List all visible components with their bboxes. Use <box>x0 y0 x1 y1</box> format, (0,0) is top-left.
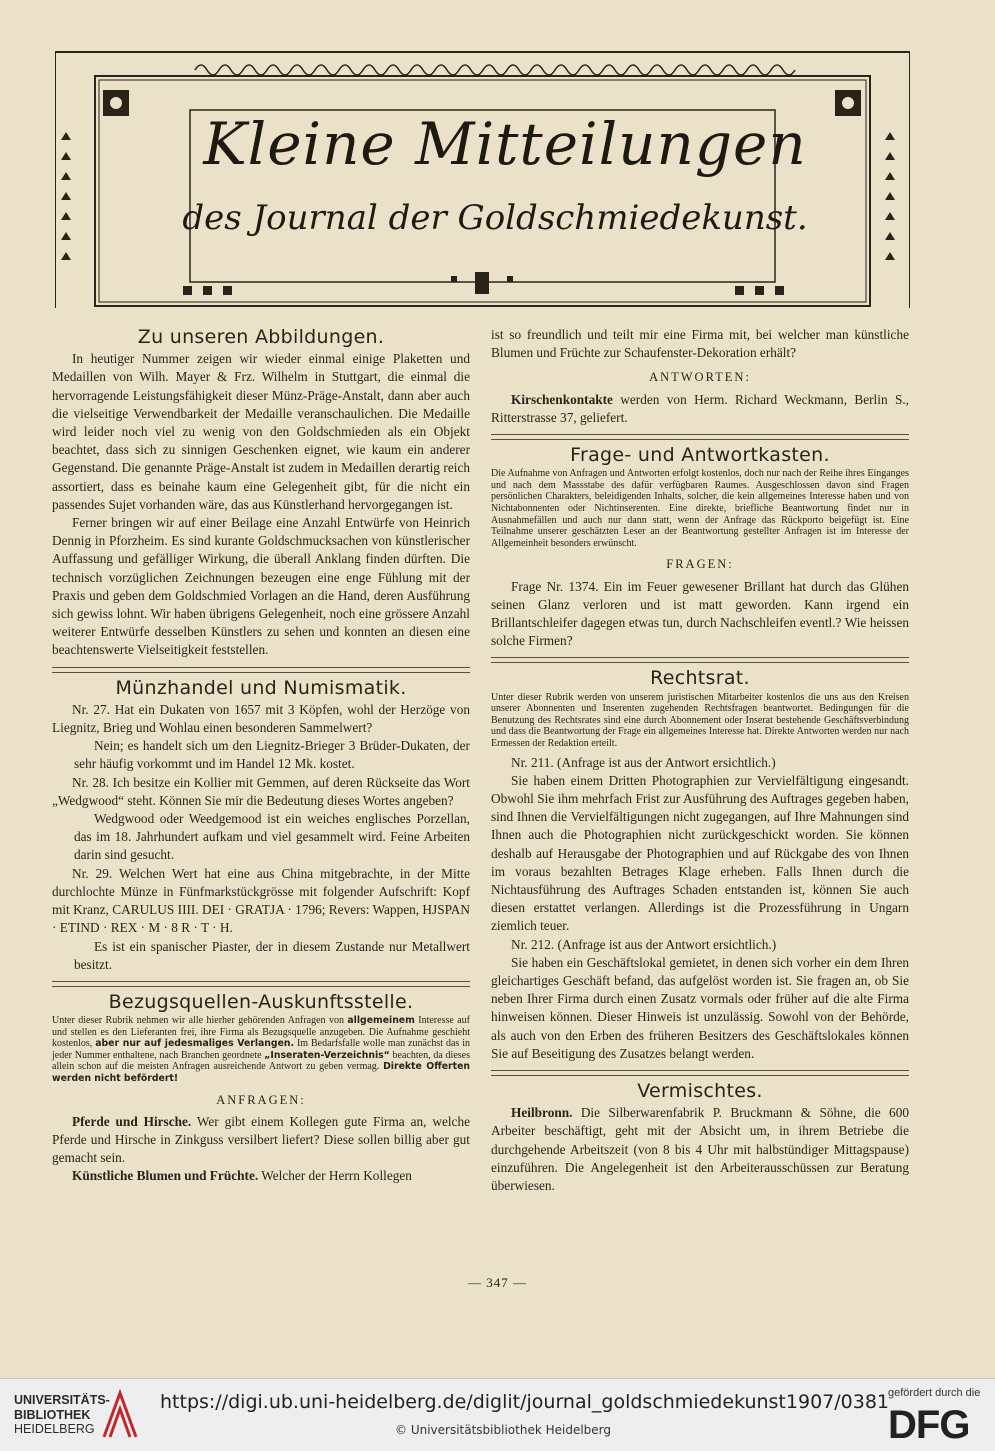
heading-vermischtes: Vermischtes. <box>637 1080 763 1103</box>
vermischtes-heilbronn: Heilbronn. Die Silberwarenfabrik P. Bruckmann & Söhne, die 600 Arbeiter beschäftigt, geht mit der Absicht um, in ihrem Betriebe die durchgehende Arbeitszeit (von 8 bis 4 Uhr mit halbstündiger Mittagspause) einzuführen. Die Angelegenheit ist den Arbeiterausschüssen zur Beratung überwiesen. <box>491 1105 909 1194</box>
question-27: Nr. 27. Hat ein Dukaten von 1657 mit 3 Köpfen, wohl der Herzöge von Liegnitz, Brieg und Wohlau einen besonderen Sammelwert? <box>52 701 470 736</box>
section-divider <box>52 667 470 673</box>
section-divider <box>52 981 470 987</box>
library-logo-text[interactable]: UNIVERSITÄTS- BIBLIOTHEK HEIDELBERG <box>14 1393 110 1436</box>
section-divider <box>491 657 909 663</box>
anfrage-blumen: Künstliche Blumen und Früchte. Welcher der Herrn Kollegen <box>72 1168 412 1184</box>
right-column <box>491 326 909 1195</box>
antworten-label: ANTWORTEN: <box>649 370 751 385</box>
question-29: Nr. 29. Welchen Wert hat eine aus China mitgebrachte, in der Mitte durchlochte Münze in Fünfmarkstückgrösse mit folgender Aufschrift: Kopf mit Kranz, CARULUS IIII. DEI · GRATJA · 1796; Revers: Wappen, HJSPAN · ETIND · REX · M · 8 R · T · H. <box>52 865 470 936</box>
anfrage-blumen-continued: ist so freundlich und teilt mir eine Firma mit, bei welcher man künstliche Blumen und Früchte zur Schaufenster-Dekoration erhält? <box>491 327 909 361</box>
rechtsrat-212-answer: Sie haben ein Geschäftslokal gemietet, in denen sich vorher ein dem Ihren gleichartiges Geschäft befand, das aufgelöst worden ist. Sie fragen an, ob Sie neben Ihrer Firma durch einen Zusatz vormals oder früher auf die alte Firma hinweisen können. Dieser Hinweis ist unzulässig. Sowohl von der Behörde, als auch von den Erben des früheren Besitzers des Geschäftslokales können Sie auf Beseitigung des Zusatzes belangt werden. <box>491 954 909 1061</box>
rechtsrat-intro: Unter dieser Rubrik werden von unserem juristischen Mitarbeiter kostenlos die uns aus den Kreisen unserer Abonnenten und Inserenten zugehenden Rechtsfragen beantwortet. Bedingungen für die Benutzung des Rechtsrates sind eine durch Abonnement oder Inserat bestehende Geschäftsverbindung und dass die Beantwortung der Frage ein allgemeines Interesse hat. Direkte Antworten werden nur nach Ermessen der Redaktion erteilt. <box>491 691 909 749</box>
question-28: Nr. 28. Ich besitze ein Kollier mit Gemmen, auf deren Rückseite das Wort „Wedgwood“ steht. Können Sie mir die Bedeutung dieses Wortes angeben? <box>52 774 470 808</box>
section-divider <box>491 434 909 440</box>
frage-1374: Frage Nr. 1374. Ein im Feuer gewesener Brillant hat durch das Glühen seinen Glanz verloren und ist matt geworden. Kann irgend ein Brillantschleifer dagegen etwas tun, durch Nachschleifen eventl.? Wie heissen solche Firmen? <box>491 578 909 649</box>
bezugsquellen-intro: Unter dieser Rubrik nehmen wir alle hierher gehörenden Anfragen von allgemeinem Interesse auf und stellen es den Lieferanten frei, ihre Firma als Bezugsquelle anzugeben. Die Aufnahme geschieht kostenlos, aber nur auf jedesmaliges Verlangen. Im Bedarfsfalle wolle man zunächst das in jeder Nummer enthaltene, nach Branchen geordnete „Inseraten-Verzeichnis“ beachten, da dieses allein schon auf die meisten Anfragen ausreichende Antwort zu geben vermag. Direkte Offerten werden nicht befördert! <box>52 1015 471 1085</box>
viewer-footer <box>0 1378 995 1451</box>
ornamental-frame <box>55 50 910 310</box>
antwort-kirschenkontakte: Kirschenkontakte werden von Herm. Richard Weckmann, Berlin S., Ritterstrasse 37, geliefert. <box>491 391 909 425</box>
masthead-title: Kleine Mitteilungen <box>203 110 807 178</box>
answer-27: Nein; es handelt sich um den Liegnitz-Brieger 3 Brüder-Dukaten, der sehr häufig vorkommt und im Handel 12 Mk. kostet. <box>74 738 470 772</box>
heading-bezugsquellen: Bezugsquellen-Auskunftsstelle. <box>108 990 414 1013</box>
library-logo-icon[interactable] <box>100 1387 140 1443</box>
heading-frage-antwort: Frage- und Antwortkasten. <box>570 444 830 467</box>
frage-intro: Die Aufnahme von Anfragen und Antworten erfolgt kostenlos, doch nur nach der Reihe ihres Einganges und nach dem Massstabe des dafür verfügbaren Raumes. Ausgeschlossen davon sind Fragen persönlichen Charakters, beleidigenden Inhalts, solcher, die kein allgemeines Interesse haben und von Nichtabonnenten oder Nichtinserenten. Eine direkte, briefliche Beantwortung findet nur in Ausnahmefällen und auch nur dann statt, wenn der Anfrage das Rückporto beigefügt ist. Eine Teilnahme unserer geschätzten Leser an der Beantwortung gestellter Anfragen ist im Interesse der Allgemeinheit besonders erwünscht. <box>491 468 909 549</box>
permalink-url[interactable]: https://digi.ub.uni-heidelberg.de/diglit/journal_goldschmiedekunst1907/0381 <box>160 1391 889 1413</box>
copyright-notice: © Universitätsbibliothek Heidelberg <box>395 1423 612 1437</box>
dfg-logo[interactable]: DFG <box>888 1403 970 1447</box>
heading-abbildungen: Zu unseren Abbildungen. <box>137 326 385 348</box>
anfragen-label: ANFRAGEN: <box>216 1092 306 1107</box>
answer-29: Es ist ein spanischer Piaster, der in diesem Zustande nur Metallwert besitzt. <box>74 938 470 972</box>
left-column <box>52 326 470 1186</box>
rechtsrat-211-answer: Sie haben einem Dritten Photographien zur Vervielfältigung eingesandt. Obwohl Sie ihm mehrfach Frist zur Ausführung des Auftrages gegeben haben, sind Ihnen die Vervielfältigungen nicht zugegangen, auf Ihre Mahnungen sind Ihnen auch die Photographien nicht zurückgeschickt worden. Sie können deshalb auf Herausgabe der Photographien und auf Rückgabe des von Ihnen im voraus bezahlten Betrages Klage erheben. Falls Ihnen durch die Nichtausführung des Auftrages Schaden entstanden ist, können Sie auch diesen erstattet verlangen. Allerdings ist die Prozessführung in Ungarn ziemlich teuer. <box>491 772 909 934</box>
rechtsrat-212-label: Nr. 212. (Anfrage ist aus der Antwort ersichtlich.) <box>511 936 777 952</box>
funded-by-label: gefördert durch die <box>888 1387 981 1399</box>
masthead-subtitle: des Journal der Goldschmiedekunst. <box>182 198 808 238</box>
anfrage-pferde: Pferde und Hirsche. Wer gibt einem Kollegen gute Firma an, welche Pferde und Hirsche in Zinkguss versilbert liefert? Diese sollen billig aber gut gemacht sein. <box>52 1113 471 1166</box>
answer-28: Wedgwood oder Weedgemood ist ein weiches englisches Porzellan, das im 18. Jahrhundert aufkam und viel gesammelt wird. Feine Arbeiten darin sind gesucht. <box>74 811 470 863</box>
masthead <box>55 50 910 310</box>
heading-muenzhandel: Münzhandel und Numismatik. <box>115 676 407 699</box>
rechtsrat-211-label: Nr. 211. (Anfrage ist aus der Antwort ersichtlich.) <box>511 754 776 770</box>
heading-rechtsrat: Rechtsrat. <box>650 667 750 690</box>
section-divider <box>491 1070 909 1076</box>
fragen-label: FRAGEN: <box>666 557 734 572</box>
abbildungen-para-2: Ferner bringen wir auf einer Beilage eine Anzahl Entwürfe von Heinrich Dennig in Pforzheim. Es sind kurante Goldschmucksachen von künstlerischer Auffassung und gefälliger Wirkung, die überall Anklang finden dürften. Die technisch vorzüglichen Zeichnungen bezeugen eine enge Fühlung mit der Praxis und geben dem Goldschmied Vorlagen an die Hand, deren Ausführung sich gewiss lohnt. Wir haben übrigens Gelegenheit, noch eine grössere Anzahl weiterer Entwürfe desselben Künstlers zu sehen und konnten an diesen eine beachtenswerte Vielseitigkeit feststellen. <box>52 515 470 658</box>
page-number: — 347 — <box>468 1275 527 1290</box>
abbildungen-para-1: In heutiger Nummer zeigen wir wieder einmal einige Plaketten und Medaillen von Wilh. Mayer & Frz. Wilhelm in Stuttgart, die einmal die hervorragende Leistungsfähigkeit dieser Münz-Präge-Anstalt, dann aber auch die vielseitige Verwendbarkeit der Medaille veranschaulichen. Die Medaille wird leider noch viel zu wenig von den Goldschmieden als ein Objekt beachtet, dass sich zu sinnigen Geschenken eignet, wie kaum ein anderer Gegenstand. Die genannte Präge-Anstalt ist zudem in Medaillen derartig reich assortiert, dass es beinahe kaum eine Gelegenheit gibt, für die nicht ein passendes Sujet vorhanden wäre, das aus Künstlerhand hervorgegangen ist. <box>52 351 470 512</box>
